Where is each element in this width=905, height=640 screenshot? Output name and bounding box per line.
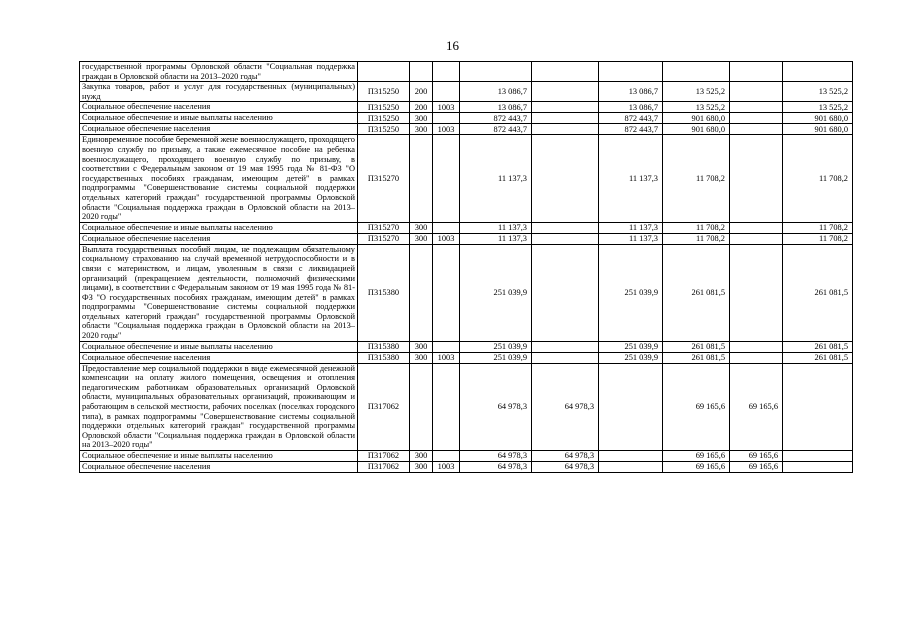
- row-value-4: 13 525,2: [663, 102, 730, 113]
- row-value-1: 64 978,3: [460, 363, 532, 450]
- row-value-1: [460, 62, 532, 82]
- row-value-2: 64 978,3: [532, 462, 599, 473]
- page-number: 16: [446, 38, 459, 53]
- row-value-4: 901 680,0: [663, 113, 730, 124]
- row-value-4: [663, 62, 730, 82]
- row-expense-type: 300: [410, 451, 433, 462]
- row-code: П317062: [358, 451, 410, 462]
- row-value-1: 251 039,9: [460, 244, 532, 341]
- row-name: Социальное обеспечение населения: [80, 233, 358, 244]
- row-code: П317062: [358, 363, 410, 450]
- row-value-5: 69 165,6: [730, 451, 783, 462]
- row-value-1: 64 978,3: [460, 451, 532, 462]
- row-section-code: 1003: [433, 233, 460, 244]
- row-expense-type: 300: [410, 462, 433, 473]
- row-name: Социальное обеспечение и иные выплаты населению: [80, 451, 358, 462]
- table-row: [80, 124, 853, 135]
- row-value-4: 11 708,2: [663, 135, 730, 222]
- row-value-6: [783, 451, 853, 462]
- row-value-3: 13 086,7: [599, 82, 663, 102]
- row-value-6: 13 525,2: [783, 102, 853, 113]
- row-section-code: 1003: [433, 352, 460, 363]
- table-row: [80, 82, 853, 102]
- row-value-2: [532, 352, 599, 363]
- row-value-1: 64 978,3: [460, 462, 532, 473]
- row-value-1: 872 443,7: [460, 113, 532, 124]
- row-section-code: [433, 135, 460, 222]
- table-row: [80, 233, 853, 244]
- row-name: Закупка товаров, работ и услуг для государственных (муниципальных) нужд: [80, 82, 358, 102]
- table-row: [80, 102, 853, 113]
- row-value-3: 13 086,7: [599, 102, 663, 113]
- row-value-6: 11 708,2: [783, 135, 853, 222]
- row-name: Социальное обеспечение и иные выплаты населению: [80, 341, 358, 352]
- row-value-5: [730, 113, 783, 124]
- row-value-2: [532, 102, 599, 113]
- row-value-3: 11 137,3: [599, 135, 663, 222]
- row-expense-type: 300: [410, 113, 433, 124]
- row-expense-type: 300: [410, 233, 433, 244]
- row-value-5: [730, 102, 783, 113]
- row-value-4: 901 680,0: [663, 124, 730, 135]
- row-section-code: [433, 341, 460, 352]
- row-value-1: 251 039,9: [460, 352, 532, 363]
- table-row: [80, 62, 853, 82]
- row-value-3: [599, 451, 663, 462]
- row-value-6: 261 081,5: [783, 244, 853, 341]
- row-name: Социальное обеспечение и иные выплаты населению: [80, 113, 358, 124]
- row-value-1: 251 039,9: [460, 341, 532, 352]
- row-value-3: 11 137,3: [599, 233, 663, 244]
- row-code: П315250: [358, 82, 410, 102]
- row-section-code: [433, 62, 460, 82]
- row-expense-type: 300: [410, 222, 433, 233]
- table-row: [80, 222, 853, 233]
- row-value-4: 261 081,5: [663, 341, 730, 352]
- row-code: П315250: [358, 124, 410, 135]
- row-value-5: [730, 124, 783, 135]
- table-row: [80, 341, 853, 352]
- row-value-3: 251 039,9: [599, 244, 663, 341]
- row-section-code: [433, 82, 460, 102]
- row-value-2: [532, 341, 599, 352]
- row-value-6: 261 081,5: [783, 341, 853, 352]
- row-section-code: [433, 451, 460, 462]
- row-value-1: 11 137,3: [460, 233, 532, 244]
- row-value-3: 872 443,7: [599, 113, 663, 124]
- row-name: Выплата государственных пособий лицам, не подлежащим обязательному социальному страхованию на случай временной нетрудоспособности и в связи с материнством, и лицам, уволенным в связи с ликвидацией организаций (прекращением деятельности, полномочий физическими лицами), в соответствии с Федеральным законом от 19 мая 1995 года № 81-ФЗ "О государственных пособиях гражданам, имеющим детей" в рамках подпрограммы "Совершенствование системы социальной поддержки отдельных категорий граждан" государственной программы Орловской области "Социальная поддержка граждан в Орловской области на 2013–2020 годы": [80, 244, 358, 341]
- row-value-5: [730, 62, 783, 82]
- row-value-3: 251 039,9: [599, 341, 663, 352]
- row-value-5: 69 165,6: [730, 462, 783, 473]
- row-expense-type: [410, 62, 433, 82]
- row-value-4: 261 081,5: [663, 244, 730, 341]
- row-expense-type: 300: [410, 124, 433, 135]
- row-code: [358, 62, 410, 82]
- row-value-5: [730, 244, 783, 341]
- row-value-2: [532, 222, 599, 233]
- table-body: [80, 62, 853, 473]
- row-value-3: [599, 363, 663, 450]
- row-section-code: 1003: [433, 462, 460, 473]
- row-value-1: 11 137,3: [460, 135, 532, 222]
- row-code: П315270: [358, 222, 410, 233]
- row-value-2: 64 978,3: [532, 363, 599, 450]
- row-value-5: [730, 341, 783, 352]
- row-name: Предоставление мер социальной поддержки в виде ежемесячной денежной компенсации на оплату жилого помещения, освещения и отопления педагогическим работникам образовательных организаций Орловской области, муниципальных образовательных организаций, проживающим и работающим в сельской местности, рабочих поселках (поселках городского типа), в рамках подпрограммы "Совершенствование системы социальной поддержки отдельных категорий граждан" государственной программы Орловской области "Социальная поддержка граждан в Орловской области на 2013–2020 годы": [80, 363, 358, 450]
- row-code: П315380: [358, 352, 410, 363]
- row-value-6: [783, 462, 853, 473]
- row-value-1: 13 086,7: [460, 82, 532, 102]
- row-value-2: [532, 82, 599, 102]
- row-code: П317062: [358, 462, 410, 473]
- row-name: Социальное обеспечение населения: [80, 462, 358, 473]
- row-value-6: 901 680,0: [783, 113, 853, 124]
- row-value-2: [532, 233, 599, 244]
- row-section-code: [433, 113, 460, 124]
- table-row: [80, 113, 853, 124]
- row-expense-type: [410, 135, 433, 222]
- row-value-6: 13 525,2: [783, 82, 853, 102]
- row-code: П315380: [358, 341, 410, 352]
- row-value-4: 11 708,2: [663, 222, 730, 233]
- row-section-code: [433, 222, 460, 233]
- row-value-5: [730, 82, 783, 102]
- row-value-4: 11 708,2: [663, 233, 730, 244]
- row-value-4: 69 165,6: [663, 363, 730, 450]
- row-expense-type: 200: [410, 82, 433, 102]
- row-value-2: [532, 113, 599, 124]
- row-value-1: 13 086,7: [460, 102, 532, 113]
- row-value-2: [532, 124, 599, 135]
- row-section-code: [433, 363, 460, 450]
- row-value-5: [730, 222, 783, 233]
- row-value-5: 69 165,6: [730, 363, 783, 450]
- row-expense-type: 200: [410, 102, 433, 113]
- row-value-4: 261 081,5: [663, 352, 730, 363]
- row-code: П315250: [358, 102, 410, 113]
- table-row: [80, 244, 853, 341]
- table-row: [80, 135, 853, 222]
- row-value-2: [532, 244, 599, 341]
- row-code: П315270: [358, 233, 410, 244]
- table-row: [80, 451, 853, 462]
- row-expense-type: 300: [410, 341, 433, 352]
- row-name: государственной программы Орловской области "Социальная поддержка граждан в Орловской области на 2013–2020 годы": [80, 62, 358, 82]
- row-section-code: 1003: [433, 124, 460, 135]
- row-section-code: [433, 244, 460, 341]
- table-row: [80, 352, 853, 363]
- row-value-6: 11 708,2: [783, 233, 853, 244]
- row-value-6: 901 680,0: [783, 124, 853, 135]
- row-name: Социальное обеспечение населения: [80, 352, 358, 363]
- row-value-5: [730, 135, 783, 222]
- row-name: Социальное обеспечение и иные выплаты населению: [80, 222, 358, 233]
- row-value-1: 872 443,7: [460, 124, 532, 135]
- row-code: П315250: [358, 113, 410, 124]
- table-row: [80, 462, 853, 473]
- row-name: Социальное обеспечение населения: [80, 102, 358, 113]
- row-value-6: [783, 363, 853, 450]
- row-value-1: 11 137,3: [460, 222, 532, 233]
- row-expense-type: [410, 244, 433, 341]
- row-value-5: [730, 352, 783, 363]
- row-value-4: 13 525,2: [663, 82, 730, 102]
- row-value-3: 872 443,7: [599, 124, 663, 135]
- row-value-5: [730, 233, 783, 244]
- row-value-4: 69 165,6: [663, 462, 730, 473]
- row-expense-type: [410, 363, 433, 450]
- row-value-3: [599, 462, 663, 473]
- row-value-2: [532, 135, 599, 222]
- row-section-code: 1003: [433, 102, 460, 113]
- row-code: П315380: [358, 244, 410, 341]
- row-value-3: [599, 62, 663, 82]
- row-name: Социальное обеспечение населения: [80, 124, 358, 135]
- table-row: [80, 363, 853, 450]
- row-value-3: 11 137,3: [599, 222, 663, 233]
- row-value-4: 69 165,6: [663, 451, 730, 462]
- row-value-3: 251 039,9: [599, 352, 663, 363]
- row-value-6: 261 081,5: [783, 352, 853, 363]
- row-code: П315270: [358, 135, 410, 222]
- budget-table: [79, 61, 853, 473]
- row-value-6: 11 708,2: [783, 222, 853, 233]
- row-name: Единовременное пособие беременной жене военнослужащего, проходящего военную службу по призыву, а также ежемесячное пособие на ребенка военнослужащего, проходящего военную службу по призыву, в соответствии с Федеральным законом от 19 мая 1995 года № 81-ФЗ "О государственных пособиях гражданам, имеющим детей" в рамках подпрограммы "Совершенствование системы социальной поддержки отдельных категорий граждан" государственной программы Орловской области "Социальная поддержка граждан в Орловской области на 2013–2020 годы": [80, 135, 358, 222]
- row-expense-type: 300: [410, 352, 433, 363]
- row-value-2: 64 978,3: [532, 451, 599, 462]
- row-value-2: [532, 62, 599, 82]
- row-value-6: [783, 62, 853, 82]
